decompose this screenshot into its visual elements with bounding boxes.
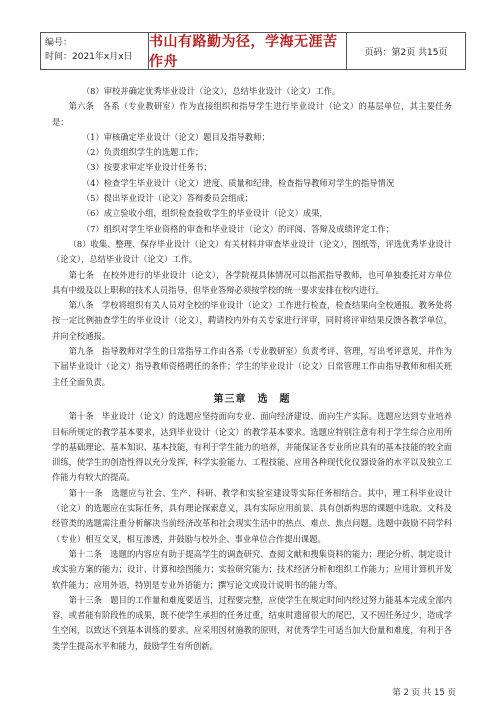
body-paragraph: 第十三条 题目的工作量和难度要适当，过程要完整，应使学生在规定时间内经过努力能基本完成全部内容，或者能有阶段性的成果，既不使学生承担的任务过重，结束时遗留很大的尾巴，又不因任务过少，造成学生空闲，以致达不到基本训练的要求。应采用因材施教的原则，对优秀学生可适当加大份量和难度，有利于各类学生提高水平和能力，鼓励学生有所创新。 (52, 594, 452, 651)
body-paragraph: （6）成立验收小组，组织检查验收学生的毕业设计（论文）成果， (81, 208, 328, 219)
body-paragraph: （3）按要求审定毕业设计任务书； (81, 162, 212, 173)
page-footer: 第 2 页 共 15 页 (392, 688, 456, 698)
body-paragraph: （1）审核确定毕业设计（论文）题目及指导教师； (81, 131, 270, 142)
header-meta (41, 33, 149, 69)
body-paragraph: （7）组织对学生毕业资格的审查和毕业设计（论文）的评阅、答辩及成绩评定工作； (81, 223, 395, 234)
body-paragraph: 第十二条 选题的内容应有助于提高学生的调查研究、查阅文献和搜集资料的能力；理论分析、制定设计或实验方案的能力；设计、计算和绘图能力；实验研究能力；技术经济分析和组织工作能力；应用计算机开发软件能力；应用外语，特别是专业外语能力；撰写论文或设计说明书的能力等。 (52, 548, 452, 590)
body-paragraph: （5）提出毕业设计（论文）答辩委员会组成； (81, 193, 254, 204)
body-paragraph: （2）负责组织学生的选题工作； (81, 147, 204, 158)
doc-number-label: 编号： (45, 38, 73, 48)
body-paragraph: 第八条 学校将组织有关人员对全校的毕业设计（论文）工作进行检查，检查结果向全校通报。教务处将按一定比例抽查学生的毕业设计（论文），聘请校内外有关专家进行评审，同时将评审结果反馈各教学单位，并向全校通报。 (52, 300, 452, 341)
page-number-label: 页码：第2页 共15页 (364, 47, 448, 58)
document-body (52, 84, 452, 654)
body-paragraph: 第十条 毕业设计（论文）的选题应坚持面向专业、面向经济建设、面向生产实际。选题应达到专业培养目标所规定的教学基本要求，达到毕业设计（论文）的教学基本要求。选题应特别注意有利于学生综合应用所学的基础理论、基本知识、基本技能，有利于学生能力的培养，并能保证各专业所应具有的基本技能的较全面训练，使学生的创造性得以充分发挥，科学实验能力、工程技能、应用各种现代化仪器设备的水平以及独立工作能力有较大的提高。 (52, 411, 452, 483)
page-header (40, 32, 466, 70)
time-label: 时间：2021年x月x日 (45, 52, 133, 62)
body-paragraph: 第七条 在校外进行的毕业设计（论文），各学院视具体情况可以指派指导教师，也可单独委托对方单位具有中级及以上职称的技术人员指导，但毕业答辩必须按学校的统一要求安排在校内进行。 (52, 269, 452, 295)
body-paragraph: 第九条 指导教师对学生的日常指导工作由各系（专业教研室）负责考评、管理，写出考评意见，并作为下届毕业设计（论文）指导教师资格聘任的条件；学生的毕业设计（论文）日常管理工作由指导教师和相关班主任全面负责。 (52, 346, 452, 387)
motto: 书山有路勤为径，学海无涯苦作舟 (149, 33, 347, 69)
body-paragraph: （8）审校并确定优秀毕业设计（论文），总结毕业设计（论文）工作。 (81, 86, 341, 96)
body-paragraph: （4）检查学生毕业设计（论文）进度、质量和纪律，检查指导教师对学生的指导情况 (81, 177, 395, 188)
body-paragraph: （8）收集、整理、保存毕业设计（论文）有关材料并审查毕业设计（论文），图纸等，评选优秀毕业设计（论文），总结毕业设计（论文）工作。 (52, 238, 452, 265)
body-paragraph: 第六条 各系（专业教研室）作为直接组织和指导学生进行毕业设计（论文）的基层单位，其主要任务是： (52, 101, 452, 127)
body-paragraph: 第十一条 选题应与社会、生产、科研、教学和实验室建设等实际任务相结合。其中，理工科毕业设计（论文）的选题应在实际任务，具有理论探索意义，具有实际应用前景、具有创新构思的课题中选取。文科及经管类的选题需注重分析解决当前经济改革和社会现实生活中的热点、难点、焦点问题。选题中鼓励不同学科（专业）相互交叉，相互渗透，并鼓励与校外企、事业单位合作提出课题。 (52, 487, 452, 544)
chapter-heading: 第三章 选 题 (213, 393, 291, 405)
